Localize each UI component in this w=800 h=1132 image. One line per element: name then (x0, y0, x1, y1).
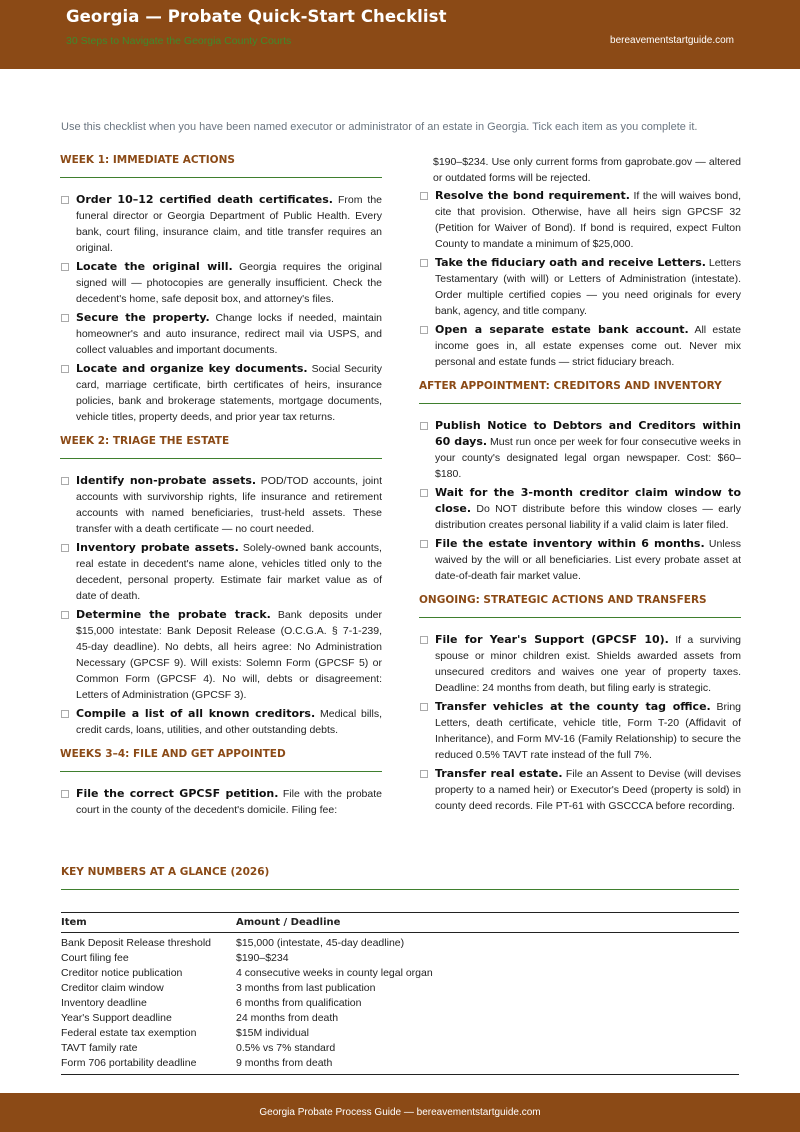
table-cell-amount: 4 consecutive weeks in county legal organ (236, 967, 433, 979)
item-lead: File for Year's Support (GPCSF 10). (435, 633, 669, 646)
table-row (61, 1041, 739, 1056)
item-text: Solely-owned bank accounts, real estate in decedent's name alone, vehicles titled only to the decedent, personal property. Estimate fair market value as of date of death. (76, 542, 382, 602)
checklist-item (60, 259, 382, 307)
item-text: Must run once per week for four consecutive weeks in your county's designated legal organ newspaper. Cost: $60–$180. (435, 436, 741, 480)
checklist-item (60, 607, 382, 703)
table-row (61, 966, 739, 981)
column-header: Item (61, 913, 236, 933)
item-text: Do NOT distribute before this window closes — early distribution creates personal liability if a valid claim is later filed. (435, 503, 741, 531)
item-lead: Compile a list of all known creditors. (76, 707, 316, 720)
table-cell-item: Creditor claim window (61, 982, 164, 994)
table-cell-item: Creditor notice publication (61, 967, 183, 979)
item-text: File with the probate court in the county of the decedent's domicile. Filing fee: (76, 788, 382, 816)
item-lead: Transfer real estate. (435, 767, 563, 780)
checkbox-icon[interactable] (61, 196, 69, 204)
page-subtitle: 30 Steps to Navigate the Georgia County Courts (66, 35, 292, 47)
checklist-item (60, 361, 382, 425)
checkbox-icon[interactable] (420, 636, 428, 644)
key-numbers (61, 866, 739, 1075)
item-lead: Secure the property. (76, 311, 210, 324)
item-lead: File the estate inventory within 6 months. (435, 537, 705, 550)
checkbox-icon[interactable] (61, 263, 69, 271)
table-cell-item: Federal estate tax exemption (61, 1027, 197, 1039)
item-lead: Order 10–12 certified death certificates. (76, 193, 333, 206)
item-text: If the will waives bond, cite that provision. Otherwise, have all heirs sign GPCSF 32 (Petition for Waiver of Bond). If bond is required, expect Fulton County to mandate a minimum of $25,000. (435, 190, 741, 250)
table-cell-item: TAVT family rate (61, 1042, 138, 1054)
table-cell-amount: 3 months from last publication (236, 982, 376, 994)
section-title-ongoing: ONGOING: STRATEGIC ACTIONS AND TRANSFERS (419, 594, 741, 618)
table-cell-amount: 24 months from death (236, 1012, 339, 1024)
item-text: File an Assent to Devise (will devises property to a named heir) or Executor's Deed (property is sold) in county deed records. File PT-61 with GSCCCA before recording. (435, 768, 741, 812)
item-lead: Publish Notice to Debtors and Creditors within 60 days. (435, 419, 741, 448)
checkbox-icon[interactable] (61, 790, 69, 798)
checklist-item (419, 188, 741, 252)
item-text: If a surviving spouse or minor children exist. Shields awarded assets from unsecured creditors and waives one year of property taxes. Deadline: 24 months from death, but filing early is strategic. (435, 634, 741, 694)
key-numbers-table (61, 912, 739, 1075)
section-title-week1: WEEK 1: IMMEDIATE ACTIONS (60, 154, 382, 178)
checklist-item (419, 322, 741, 370)
checklist-item (60, 310, 382, 358)
checkbox-icon[interactable] (61, 477, 69, 485)
item-text: POD/TOD accounts, joint accounts with survivorship rights, life insurance and retirement accounts with named beneficiaries, trust-held assets. These transfer with a death certificate — no court needed. (76, 475, 383, 535)
checklist-item (419, 632, 741, 696)
checklist-item (60, 473, 382, 537)
table-cell-item: Year's Support deadline (61, 1012, 172, 1024)
item-lead: Locate the original will. (76, 260, 233, 273)
item-lead: Identify non-probate assets. (76, 474, 257, 487)
item-lead: Wait for the 3-month creditor claim window to close. (435, 486, 741, 515)
table-row (61, 996, 739, 1011)
item-lead: Determine the probate track. (76, 608, 271, 621)
checkbox-icon[interactable] (61, 314, 69, 322)
checkbox-icon[interactable] (420, 489, 428, 497)
checkbox-icon[interactable] (420, 703, 428, 711)
table-cell-item: Bank Deposit Release threshold (61, 937, 212, 949)
right-column (419, 154, 741, 817)
table-row (61, 1026, 739, 1041)
checkbox-icon[interactable] (420, 326, 428, 334)
table-row (61, 1011, 739, 1026)
site-url: bereavementstartguide.com (610, 35, 734, 46)
left-column (60, 154, 382, 821)
checklist-item (60, 192, 382, 256)
section-title-weeks34: WEEKS 3–4: FILE AND GET APPOINTED (60, 748, 382, 772)
checkbox-icon[interactable] (61, 544, 69, 552)
checklist-item (419, 255, 741, 319)
checklist-item (419, 418, 741, 482)
item-lead: Locate and organize key documents. (76, 362, 308, 375)
checkbox-icon[interactable] (420, 770, 428, 778)
checklist-item (60, 540, 382, 604)
item-text: Bring Letters, death certificate, vehicle title, Form T-20 (Affidavit of Inheritance), and Form MV-16 (Family Relationship) to secure the reduced 0.5% TAVT rate instead of the full 7%. (435, 701, 741, 761)
checkbox-icon[interactable] (420, 422, 428, 430)
table-cell-amount: $190–$234 (236, 952, 289, 964)
table-cell-amount: 0.5% vs 7% standard (236, 1042, 336, 1054)
page-header (0, 0, 800, 69)
checklist-item (419, 766, 741, 814)
page-title: Georgia — Probate Quick-Start Checklist (66, 7, 447, 26)
column-header: Amount / Deadline (236, 913, 739, 933)
table-row (61, 1056, 739, 1075)
checkbox-icon[interactable] (61, 710, 69, 718)
section-title-week2: WEEK 2: TRIAGE THE ESTATE (60, 435, 382, 459)
section-title-after: AFTER APPOINTMENT: CREDITORS AND INVENTORY (419, 380, 741, 404)
checklist-item (419, 485, 741, 533)
item-text: Change locks if needed, maintain homeowner's and auto insurance, redirect mail via USPS, and collect valuables and important documents. (76, 312, 383, 356)
item-text: Letters Testamentary (with will) or Letters of Administration (intestate). Order multiple certified copies — you need originals for every bank, agency, and title company. (435, 257, 741, 317)
table-cell-amount: 9 months from death (236, 1057, 333, 1069)
footer-text: Georgia Probate Process Guide — bereavementstartguide.com (259, 1107, 541, 1118)
item-text: Unless waived by the will or all beneficiaries. List every probate asset at date-of-death fair market value. (435, 538, 741, 582)
item-lead: Resolve the bond requirement. (435, 189, 630, 202)
item-text: Georgia requires the original signed will — photocopies are generally insufficient. Check the decedent's home, safe deposit box, and attorney's files. (76, 261, 383, 305)
table-cell-amount: $15M individual (236, 1027, 309, 1039)
item-text: From the funeral director or Georgia Department of Public Health. Every bank, court filing, insurance claim, and title transfer requires an original. (76, 194, 383, 254)
checkbox-icon[interactable] (61, 365, 69, 373)
table-row (61, 933, 739, 952)
page-footer (0, 1093, 800, 1132)
checklist-item (60, 706, 382, 738)
intro-text: Use this checklist when you have been named executor or administrator of an estate in Georgia. Tick each item as you complete it. (61, 121, 698, 133)
checklist-item (419, 699, 741, 763)
checklist-item (419, 536, 741, 584)
item-text: All estate income goes in, all estate expenses come out. Never mix personal and estate funds — strict fiduciary breach. (435, 324, 741, 368)
table-row (61, 951, 739, 966)
item-lead: File the correct GPCSF petition. (76, 787, 279, 800)
item-text: Bank deposits under $15,000 intestate: Bank Deposit Release (O.C.G.A. § 7-1-239, 45-day deadline). No debts, all heirs agree: No Administration Necessary (GPCSF 9). Will exists: Solemn Form (GPCSF 5) or Common Form (GPCSF 4). No will, debts or disagreement: Letters of Administration (GPCSF 3). (76, 609, 383, 701)
checkbox-icon[interactable] (420, 540, 428, 548)
table-row (61, 981, 739, 996)
table-cell-item: Form 706 portability deadline (61, 1057, 197, 1069)
table-cell-amount: 6 months from qualification (236, 997, 362, 1009)
item-lead: Take the fiduciary oath and receive Letters. (435, 256, 706, 269)
item-text: Social Security card, marriage certificate, birth certificates of heirs, insurance policies, bank and brokerage statements, mortgage documents, vehicle titles, property deeds, and prior year tax returns. (76, 363, 383, 423)
item-lead: Open a separate estate bank account. (435, 323, 689, 336)
section-title-key-numbers: KEY NUMBERS AT A GLANCE (2026) (61, 866, 739, 890)
checklist-item (60, 786, 382, 818)
item-continuation: $190–$234. Use only current forms from gaprobate.gov — altered or outdated forms will be rejected. (433, 156, 741, 184)
item-text: Medical bills, credit cards, loans, utilities, and other outstanding debts. (76, 708, 383, 736)
table-cell-amount: $15,000 (intestate, 45-day deadline) (236, 937, 405, 949)
item-lead: Inventory probate assets. (76, 541, 239, 554)
table-header-row (61, 913, 739, 933)
item-lead: Transfer vehicles at the county tag office. (435, 700, 711, 713)
checkbox-icon[interactable] (420, 192, 428, 200)
checkbox-icon[interactable] (420, 259, 428, 267)
table-cell-item: Inventory deadline (61, 997, 147, 1009)
table-cell-item: Court filing fee (61, 952, 129, 964)
checkbox-icon[interactable] (61, 611, 69, 619)
